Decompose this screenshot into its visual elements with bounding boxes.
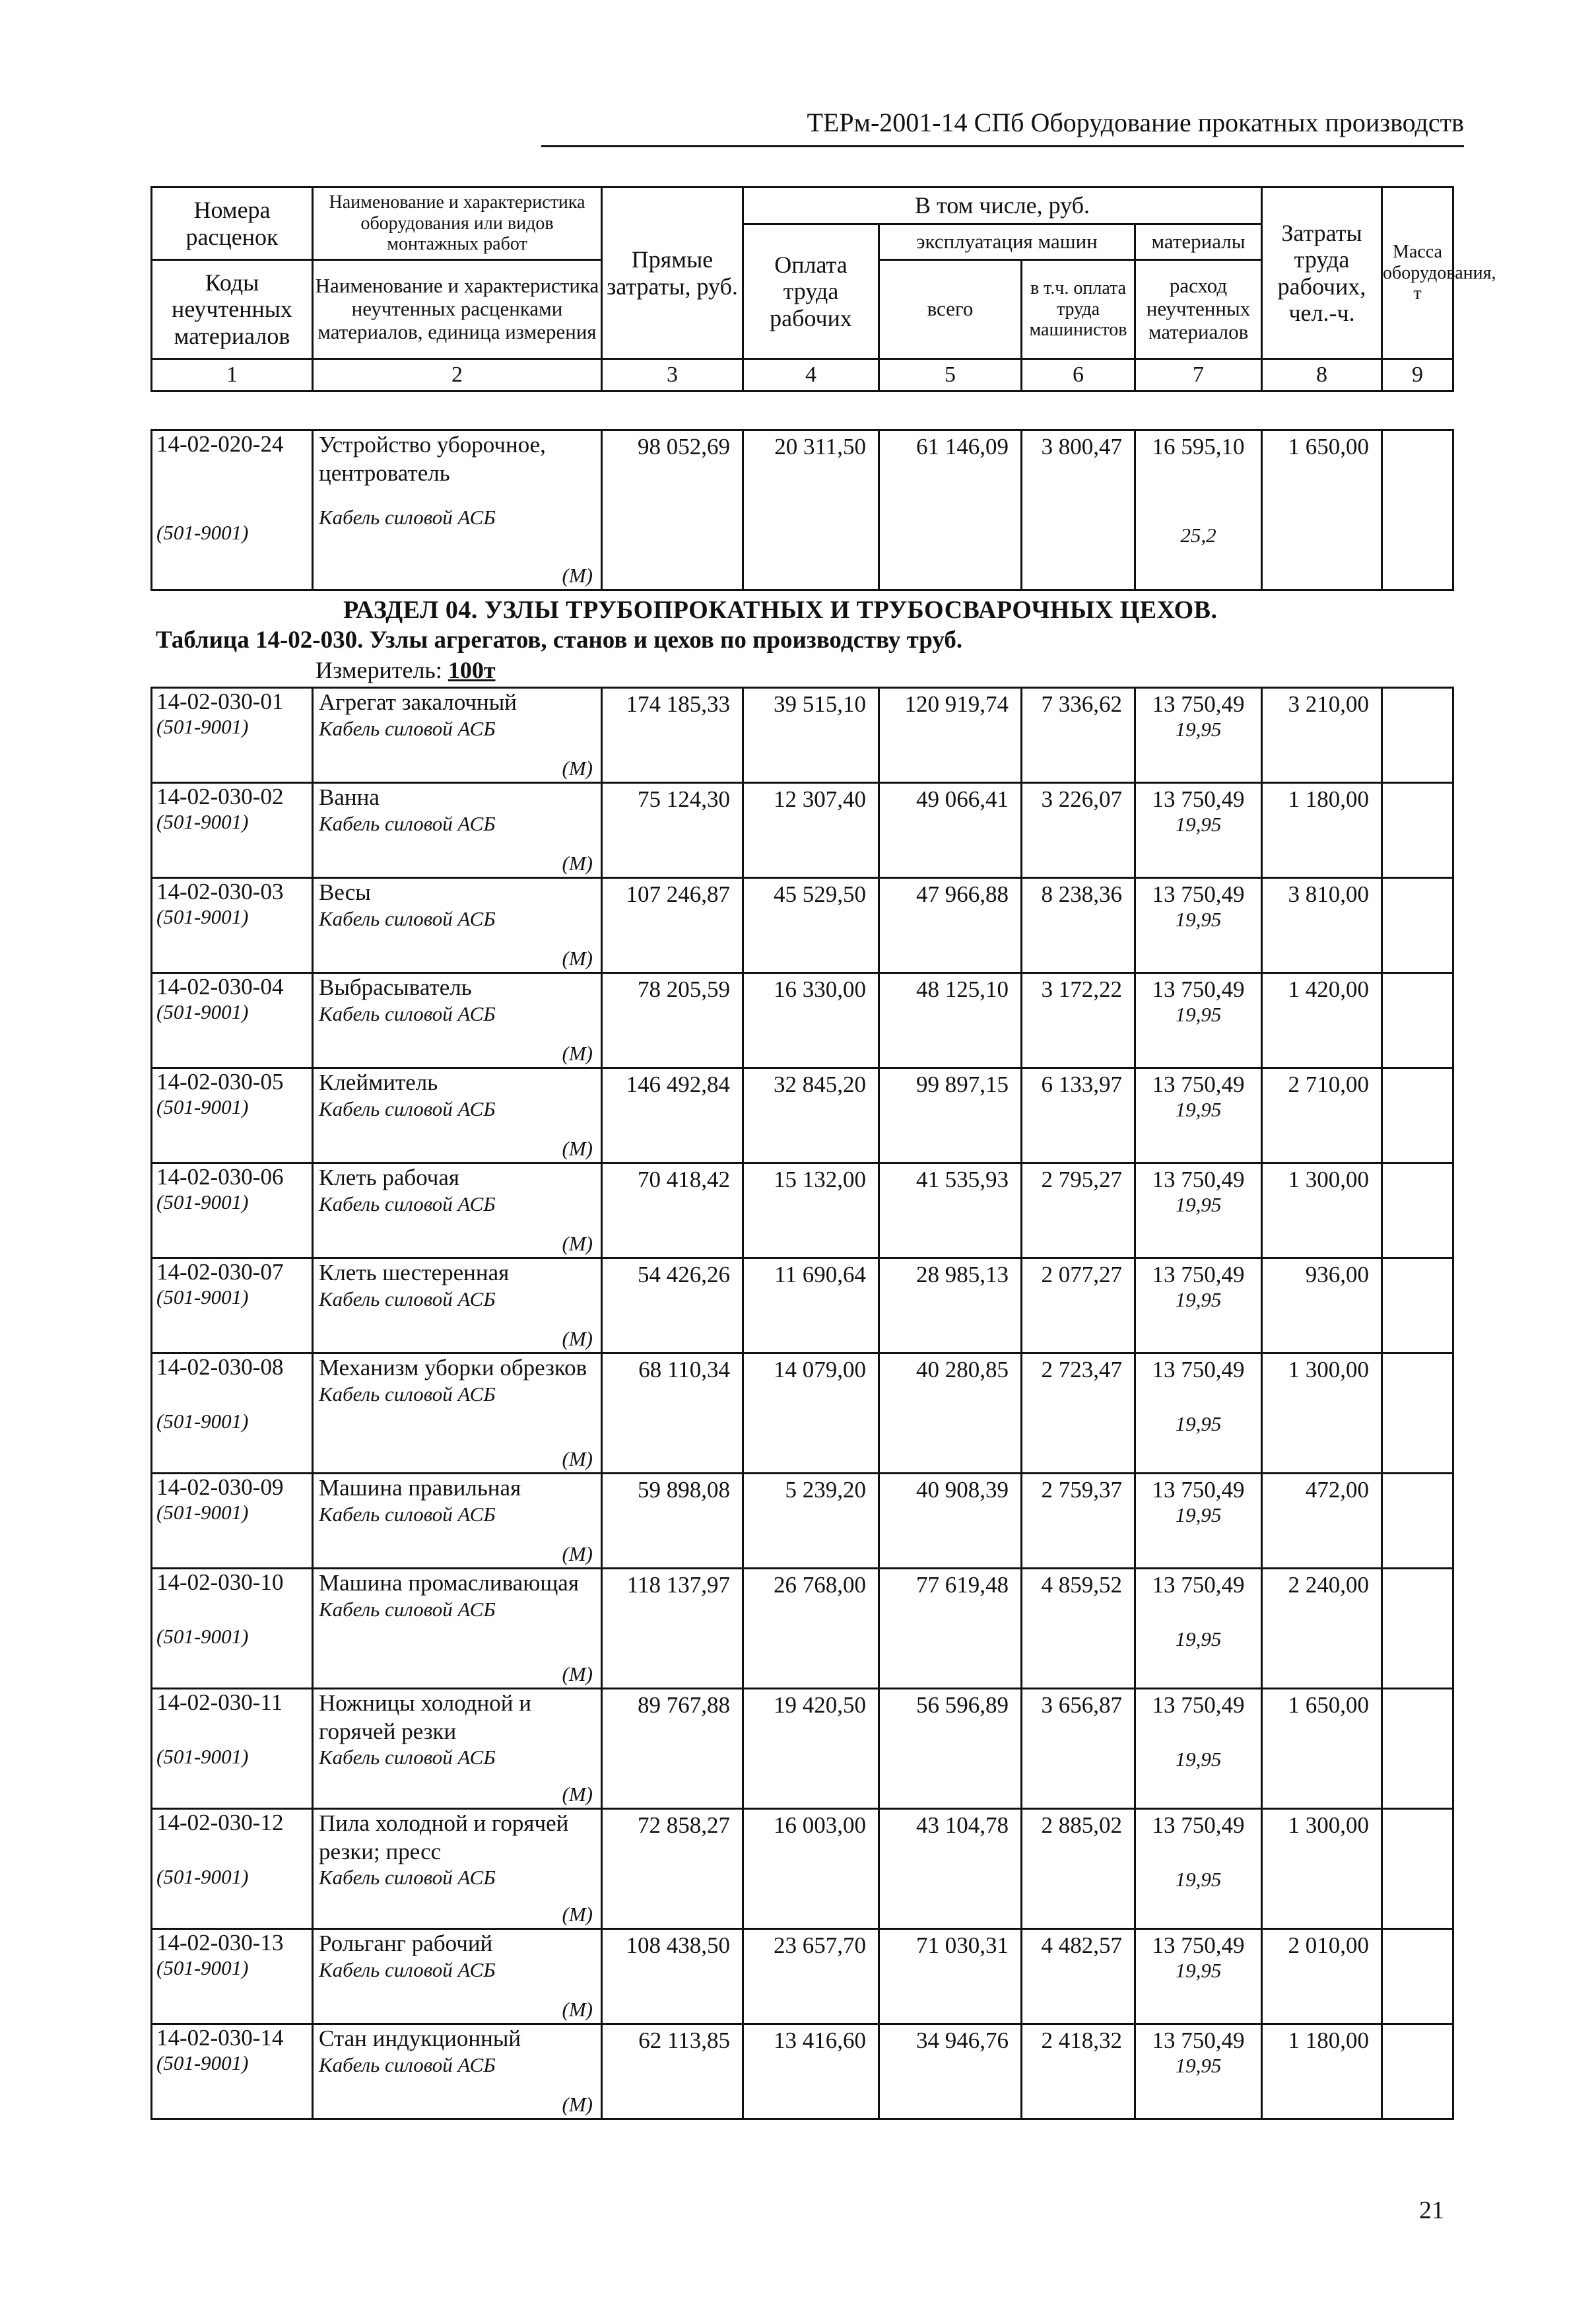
material-unit: (М) [562,1447,593,1470]
work-name: Ножницы холодной и горячей резки [319,1690,531,1744]
labor-hours: 2 240,00 [1262,1569,1382,1689]
labor-cost: 39 515,10 [743,688,879,783]
operator-cost: 2 077,27 [1022,1258,1135,1353]
table-row [152,1809,1453,1929]
material-unit: (М) [562,1903,593,1926]
rate-code: 14-02-030-14 [156,2025,284,2051]
material-cost: 13 750,49 [1152,1572,1245,1598]
material-name: Кабель силовой АСБ [319,506,496,529]
head-col4: Оплата труда рабочих [743,224,879,359]
col-number: 8 [1262,359,1382,392]
running-title: ТЕРм-2001-14 СПб Оборудование прокатных производств [807,108,1464,137]
rate-code: 14-02-030-05 [156,1069,284,1095]
material-name: Кабель силовой АСБ [319,1866,496,1890]
material-cost: 13 750,49 [1152,1072,1245,1097]
direct-cost: 70 418,42 [602,1163,743,1258]
operator-cost: 3 656,87 [1022,1689,1135,1809]
material-code: (501-9001) [156,2051,249,2074]
labor-cost: 16 330,00 [743,973,879,1068]
direct-cost: 118 137,97 [602,1569,743,1689]
rate-code: 14-02-030-09 [156,1474,284,1500]
col-number: 6 [1022,359,1135,392]
material-code: (501-9001) [156,905,249,928]
machine-cost: 40 908,39 [879,1474,1022,1569]
labor-hours: 1 300,00 [1262,1809,1382,1929]
material-unit: (М) [562,852,593,875]
direct-cost: 75 124,30 [602,783,743,878]
material-cost: 13 750,49 [1152,881,1245,907]
labor-cost: 45 529,50 [743,878,879,973]
machine-cost: 28 985,13 [879,1258,1022,1353]
labor-cost: 5 239,20 [743,1474,879,1569]
col-number: 9 [1382,359,1453,392]
labor-hours: 472,00 [1262,1474,1382,1569]
material-code: (501-9001) [156,1501,249,1524]
direct-cost: 59 898,08 [602,1474,743,1569]
work-name: Устройство уборочное, центрователь [319,432,546,486]
table-title: Таблица 14-02-030. Узлы агрегатов, станов и цехов по производству труб. [156,627,963,654]
material-cost: 13 750,49 [1152,1692,1245,1718]
table-row [152,1474,1453,1569]
material-cost: 13 750,49 [1152,1932,1245,1958]
material-name: Кабель силовой АСБ [319,1287,496,1311]
material-name: Кабель силовой АСБ [319,716,496,740]
head-machines: эксплуатация машин [879,224,1135,260]
table-row [152,688,1453,783]
material-name: Кабель силовой АСБ [319,1597,496,1621]
measure-line [316,656,496,684]
material-unit: (М) [562,1137,593,1160]
rate-code: 14-02-030-01 [156,689,284,714]
table-row [152,2024,1453,2119]
rate-code: 14-02-030-11 [156,1689,283,1715]
section-title: РАЗДЕЛ 04. УЗЛЫ ТРУБОПРОКАТНЫХ И ТРУБОСВАРОЧНЫХ ЦЕХОВ. [343,596,1218,624]
rate-code: 14-02-030-06 [156,1164,284,1190]
material-name: Кабель силовой АСБ [319,906,496,930]
machine-cost: 120 919,74 [879,688,1022,783]
work-name: Машина промасливающая [319,1570,579,1596]
material-consumption: 19,95 [1175,1748,1222,1771]
machine-cost: 71 030,31 [879,1929,1022,2024]
material-code: (501-9001) [156,1190,249,1213]
material-name: Кабель силовой АСБ [319,1746,496,1769]
labor-hours: 1 180,00 [1262,2024,1382,2119]
material-code: (501-9001) [156,1956,249,1979]
col-number: 1 [152,359,313,392]
operator-cost: 2 759,37 [1022,1474,1135,1569]
material-unit: (М) [562,757,593,780]
table-row [152,878,1453,973]
equipment-mass [1382,2024,1453,2119]
head-col6: в т.ч. оплата труда машинистов [1022,260,1135,359]
material-consumption: 25,2 [1180,524,1216,547]
material-unit: (М) [562,1783,593,1806]
material-consumption: 19,95 [1175,813,1222,836]
operator-cost: 3 226,07 [1022,783,1135,878]
direct-cost: 62 113,85 [602,2024,743,2119]
equipment-mass [1382,1068,1453,1163]
material-code: (501-9001) [156,715,249,738]
operator-cost: 6 133,97 [1022,1068,1135,1163]
col-number: 4 [743,359,879,392]
material-consumption: 19,95 [1175,1098,1222,1121]
direct-cost: 72 858,27 [602,1809,743,1929]
equipment-mass [1382,1929,1453,2024]
head-col2-top: Наименование и характеристика оборудования или видов монтажных работ [313,187,602,260]
operator-cost: 8 238,36 [1022,878,1135,973]
machine-cost: 49 066,41 [879,783,1022,878]
material-name: Кабель силовой АСБ [319,1502,496,1526]
material-consumption: 19,95 [1175,1288,1222,1311]
table-row [152,430,1453,590]
labor-hours: 936,00 [1262,1258,1382,1353]
material-consumption: 19,95 [1175,1193,1222,1216]
direct-cost: 89 767,88 [602,1689,743,1809]
machine-cost: 47 966,88 [879,878,1022,973]
table-row [152,1068,1453,1163]
material-cost: 13 750,49 [1152,786,1245,812]
work-name: Машина правильная [319,1475,521,1501]
material-consumption: 19,95 [1175,2054,1222,2077]
table-row [152,1569,1453,1689]
material-code: (501-9001) [156,1625,249,1648]
rate-code: 14-02-030-04 [156,974,284,1000]
material-name: Кабель силовой АСБ [319,1192,496,1215]
labor-cost: 11 690,64 [743,1258,879,1353]
labor-hours: 3 210,00 [1262,688,1382,783]
material-code: (501-9001) [156,1745,249,1768]
material-consumption: 19,95 [1175,1003,1222,1026]
material-code: (501-9001) [156,810,249,833]
material-cost: 13 750,49 [1152,2028,1245,2053]
labor-hours: 3 810,00 [1262,878,1382,973]
material-cost: 13 750,49 [1152,1357,1245,1382]
equipment-mass [1382,1353,1453,1474]
table-header [150,186,1496,392]
material-cost: 13 750,49 [1152,1477,1245,1503]
equipment-mass [1382,688,1453,783]
material-name: Кабель силовой АСБ [319,1097,496,1120]
material-unit: (М) [562,1232,593,1255]
equipment-mass [1382,878,1453,973]
material-name: Кабель силовой АСБ [319,2053,496,2076]
labor-cost: 26 768,00 [743,1569,879,1689]
machine-cost: 56 596,89 [879,1689,1022,1809]
direct-cost: 108 438,50 [602,1929,743,2024]
labor-cost: 14 079,00 [743,1353,879,1474]
labor-cost: 32 845,20 [743,1068,879,1163]
material-consumption: 19,95 [1175,1959,1222,1982]
material-cost: 13 750,49 [1152,1167,1245,1192]
labor-hours: 1 300,00 [1262,1163,1382,1258]
labor-cost: 19 420,50 [743,1689,879,1809]
material-unit: (М) [562,947,593,970]
work-name: Рольганг рабочий [319,1930,493,1956]
direct-cost: 146 492,84 [602,1068,743,1163]
operator-cost: 2 795,27 [1022,1163,1135,1258]
material-name: Кабель силовой АСБ [319,1002,496,1025]
head-col2-bottom: Наименование и характеристика неучтенных расценками материалов, единица измерения [313,260,602,359]
measure-value: 100т [448,657,496,683]
labor-cost: 20 311,50 [743,430,879,590]
material-code: (501-9001) [156,1000,249,1023]
table-row [152,1689,1453,1809]
material-consumption: 19,95 [1175,1503,1222,1526]
material-consumption: 19,95 [1175,718,1222,741]
labor-cost: 13 416,60 [743,2024,879,2119]
direct-cost: 78 205,59 [602,973,743,1068]
work-name: Пила холодной и горячей резки; пресс [319,1810,569,1864]
material-code: (501-9001) [156,1865,249,1888]
material-cost: 13 750,49 [1152,1812,1245,1838]
operator-cost: 7 336,62 [1022,688,1135,783]
material-code: (501-9001) [156,521,249,544]
material-code: (501-9001) [156,1285,249,1309]
work-name: Механизм уборки обрезков [319,1355,587,1381]
material-unit: (М) [562,1042,593,1065]
col-number: 7 [1135,359,1262,392]
labor-hours: 1 300,00 [1262,1353,1382,1474]
labor-cost: 16 003,00 [743,1809,879,1929]
machine-cost: 40 280,85 [879,1353,1022,1474]
material-name: Кабель силовой АСБ [319,1958,496,1981]
operator-cost: 3 800,47 [1022,430,1135,590]
operator-cost: 4 859,52 [1022,1569,1135,1689]
material-cost: 13 750,49 [1152,691,1245,717]
equipment-mass [1382,973,1453,1068]
equipment-mass [1382,1689,1453,1809]
machine-cost: 34 946,76 [879,2024,1022,2119]
head-col3: Прямые затраты, руб. [602,187,743,359]
equipment-mass [1382,783,1453,878]
machine-cost: 61 146,09 [879,430,1022,590]
work-name: Весы [319,879,371,905]
machine-cost: 77 619,48 [879,1569,1022,1689]
head-col5: всего [879,260,1022,359]
material-unit: (М) [562,564,593,587]
header-rule [541,145,1464,147]
material-consumption: 19,95 [1175,1412,1222,1435]
col-number: 2 [313,359,602,392]
material-unit: (М) [562,1662,593,1686]
labor-hours: 2 710,00 [1262,1068,1382,1163]
col-number: 5 [879,359,1022,392]
rate-code: 14-02-030-03 [156,879,284,904]
equipment-mass [1382,1569,1453,1689]
head-group: В том числе, руб. [743,187,1262,224]
labor-cost: 12 307,40 [743,783,879,878]
direct-cost: 68 110,34 [602,1353,743,1474]
equipment-mass [1382,1163,1453,1258]
table-main [150,687,1454,2120]
material-unit: (М) [562,1542,593,1565]
rate-code: 14-02-030-07 [156,1259,284,1285]
table-previous-section [150,429,1454,591]
material-consumption: 19,95 [1175,908,1222,931]
rate-code: 14-02-030-13 [156,1930,284,1956]
rate-code: 14-02-030-08 [156,1354,284,1380]
material-unit: (М) [562,1327,593,1350]
table-row [152,1163,1453,1258]
rate-code: 14-02-020-24 [156,431,284,457]
table-row [152,973,1453,1068]
equipment-mass [1382,430,1453,590]
page-number: 21 [1419,2197,1444,2224]
work-name: Выбрасыватель [319,974,472,1000]
labor-hours: 1 650,00 [1262,1689,1382,1809]
labor-hours: 1 180,00 [1262,783,1382,878]
labor-cost: 23 657,70 [743,1929,879,2024]
machine-cost: 41 535,93 [879,1163,1022,1258]
work-name: Клеймитель [319,1070,438,1095]
operator-cost: 4 482,57 [1022,1929,1135,2024]
labor-hours: 2 010,00 [1262,1929,1382,2024]
direct-cost: 98 052,69 [602,430,743,590]
table-row [152,1258,1453,1353]
material-unit: (М) [562,1998,593,2021]
work-name: Агрегат закалочный [319,689,517,715]
table-row [152,1353,1453,1474]
operator-cost: 2 418,32 [1022,2024,1135,2119]
direct-cost: 174 185,33 [602,688,743,783]
material-name: Кабель силовой АСБ [319,1382,496,1406]
head-col1-bottom: Коды неучтенных материалов [152,260,313,359]
rate-code: 14-02-030-02 [156,784,284,809]
col-number: 3 [602,359,743,392]
measure-label: Измеритель: [316,657,442,683]
operator-cost: 2 885,02 [1022,1809,1135,1929]
material-cost: 16 595,10 [1152,434,1245,460]
head-col1-top: Номера расценок [152,187,313,260]
head-materials: материалы [1135,224,1262,260]
material-cost: 13 750,49 [1152,1262,1245,1287]
rate-code: 14-02-030-12 [156,1810,284,1835]
table-row [152,783,1453,878]
direct-cost: 107 246,87 [602,878,743,973]
work-name: Клеть шестеренная [319,1260,510,1285]
direct-cost: 54 426,26 [602,1258,743,1353]
machine-cost: 43 104,78 [879,1809,1022,1929]
table-row [152,1929,1453,2024]
rate-code: 14-02-030-10 [156,1569,284,1595]
material-name: Кабель силовой АСБ [319,811,496,835]
head-col8: Затраты труда рабочих, чел.-ч. [1262,187,1382,359]
work-name: Стан индукционный [319,2026,521,2051]
equipment-mass [1382,1809,1453,1929]
material-code: (501-9001) [156,1410,249,1433]
operator-cost: 2 723,47 [1022,1353,1135,1474]
operator-cost: 3 172,22 [1022,973,1135,1068]
work-name: Ванна [319,784,380,810]
machine-cost: 99 897,15 [879,1068,1022,1163]
head-col7: расход неучтенных материалов [1135,260,1262,359]
equipment-mass [1382,1474,1453,1569]
material-consumption: 19,95 [1175,1868,1222,1891]
work-name: Клеть рабочая [319,1165,460,1190]
labor-hours: 1 650,00 [1262,430,1382,590]
equipment-mass [1382,1258,1453,1353]
labor-cost: 15 132,00 [743,1163,879,1258]
material-consumption: 19,95 [1175,1627,1222,1651]
material-unit: (М) [562,2093,593,2116]
material-cost: 13 750,49 [1152,976,1245,1002]
head-col9: Масса оборудования, т [1382,187,1453,359]
labor-hours: 1 420,00 [1262,973,1382,1068]
machine-cost: 48 125,10 [879,973,1022,1068]
material-code: (501-9001) [156,1095,249,1118]
